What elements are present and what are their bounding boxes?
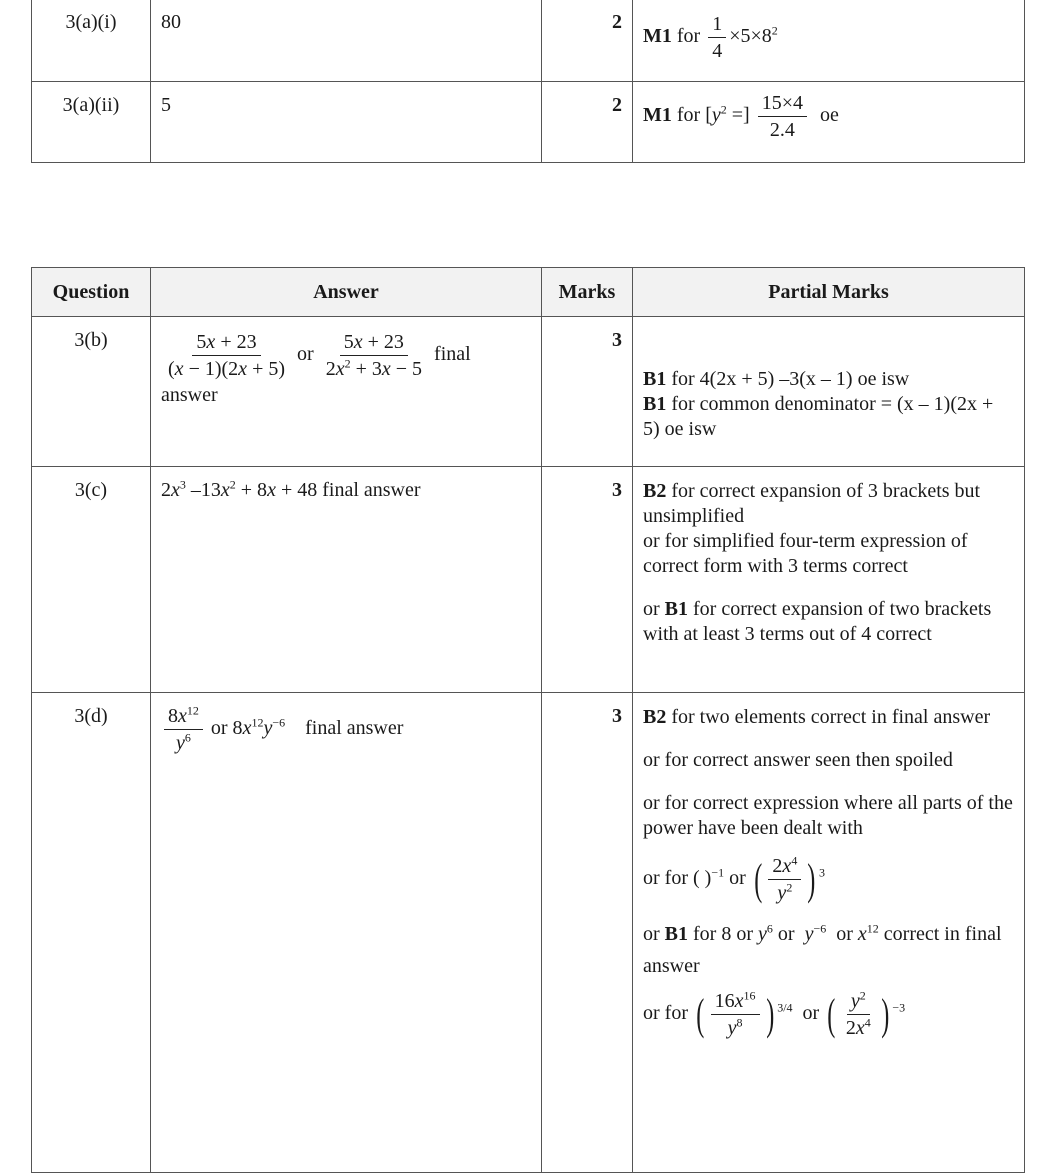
partial-line: or for ( $\frac{16x^{16}}{y^8}$ ) $^{3/4}$ or ( $\frac{y^2}{2x^4}$ ) $^{-3}$ — [643, 988, 906, 1039]
fraction: $\frac{15\times 4}{2.4}$ — [758, 92, 807, 141]
partial-line: or for ( )$^{-1}$ or ( $\frac{2x^4}{y^2}$ ) $^3$ — [643, 853, 825, 904]
marks-cell: 2 — [542, 82, 633, 163]
answer-fraction: $\frac{8x^{12}}{y^6}$ — [164, 705, 203, 754]
question-cell: 3(c) — [32, 467, 151, 693]
partial-line: B1 for common denominator = (x – 1)(2x + 5) oe isw — [643, 393, 994, 440]
mark-scheme-table — [31, 267, 1025, 1173]
table-row — [32, 693, 1025, 1173]
fraction: $\frac{2x^4}{y^2}$ — [768, 855, 801, 904]
question-cell: 3(a)(ii) — [32, 82, 151, 163]
header-question: Question — [32, 268, 151, 317]
partial-line: B2 for two elements correct in final answer — [643, 706, 991, 728]
header-row — [32, 268, 1025, 317]
fraction: $\frac{y^2}{2x^4}$ — [845, 988, 871, 1039]
answer-cell: 80 — [151, 0, 542, 82]
table-row — [32, 317, 1025, 467]
partial-line: B2 for correct expansion of 3 brackets but unsimplified — [643, 480, 981, 527]
mark-scheme-table-top — [31, 0, 1025, 163]
partial-marks-cell — [633, 467, 1025, 693]
answer-cell: $\frac{5x + 23}{(x - 1)(2x + 5)}$ or $\frac{5x + 23}{2x^2 + 3x - 5}$ final answer — [151, 317, 542, 467]
table-row — [32, 82, 1025, 163]
partial-line: or B1 for correct expansion of two brackets with at least 3 terms out of 4 correct — [643, 598, 992, 645]
fraction: $\frac{1}{4}$ — [708, 13, 726, 62]
partial-line: or for correct answer seen then spoiled — [643, 749, 953, 771]
partial-line: or for correct expression where all parts of the power have been dealt with — [643, 792, 1013, 839]
question-cell: 3(a)(i) — [32, 0, 151, 82]
partial-marks-cell — [633, 693, 1025, 1173]
marks-cell: 3 — [542, 693, 633, 1173]
answer-cell: 5 — [151, 82, 542, 163]
marks-cell: 2 — [542, 0, 633, 82]
question-cell: 3(b) — [32, 317, 151, 467]
answer-fraction-2: $\frac{5x + 23}{2x^2 + 3x - 5}$ — [325, 331, 423, 380]
answer-fraction-1: $\frac{5x + 23}{(x - 1)(2x + 5)}$ — [168, 331, 286, 380]
header-marks: Marks — [542, 268, 633, 317]
header-partial-marks: Partial Marks — [633, 268, 1025, 317]
answer-cell: $2x^3$ $-13x^2 + 8x + 48$ final answer — [151, 467, 542, 693]
marks-cell: 3 — [542, 467, 633, 693]
table-row — [32, 467, 1025, 693]
fraction: $\frac{16x^{16}}{y^8}$ — [711, 990, 760, 1039]
partial-line: or for simplified four-term expression of correct form with 3 terms correct — [643, 530, 968, 577]
answer-cell: $\frac{8x^{12}}{y^6}$ or $8x^{12}y^{-6}$ final answer — [151, 693, 542, 1173]
partial-marks-cell: M1 for [$y^2$ =] $\frac{15\times 4}{2.4}$ oe — [633, 82, 1025, 163]
partial-marks-cell — [633, 317, 1025, 467]
partial-line: or B1 for 8 or $y^6$ or $y^{-6}$ or $x^{12}$ correct in final answer — [643, 921, 1002, 977]
header-answer: Answer — [151, 268, 542, 317]
table-row — [32, 0, 1025, 82]
question-cell: 3(d) — [32, 693, 151, 1173]
marks-cell: 3 — [542, 317, 633, 467]
partial-marks-cell: M1 for $\frac{1}{4}$ $\times 5\times 8^2$ — [633, 0, 1025, 82]
partial-line: B1 for 4(2x + 5) –3(x – 1) oe isw — [643, 368, 910, 390]
